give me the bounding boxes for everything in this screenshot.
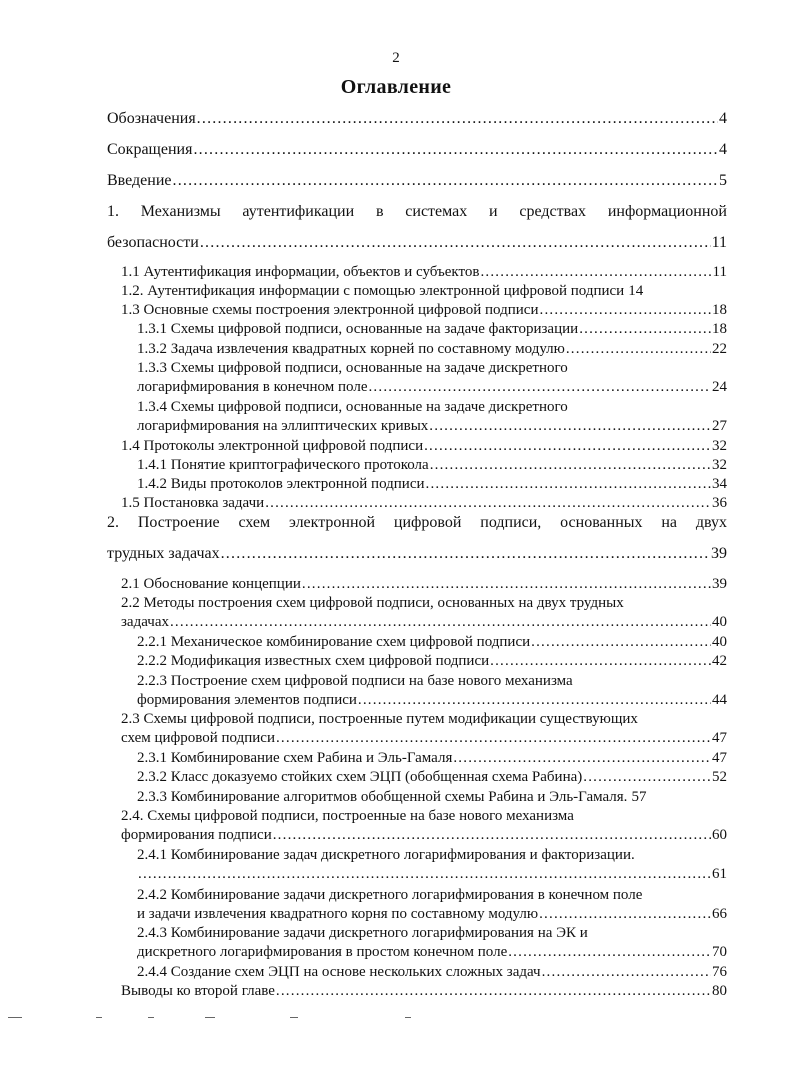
toc-entry[interactable]: 1.5 Постановка задачи ..... 36	[121, 494, 727, 513]
toc-entry[interactable]: Введение ..... 5	[107, 171, 727, 190]
page-number: 2	[392, 50, 400, 66]
toc-entry[interactable]: 2.3 Схемы цифровой подписи, построенные путем модификации существующих схем цифровой подписи ..... 47	[121, 710, 727, 748]
toc-entry[interactable]: 1.3 Основные схемы построения электронной цифровой подписи ..... 18	[121, 301, 727, 320]
toc-entry[interactable]: 1.4 Протоколы электронной цифровой подписи ..... 32	[121, 437, 727, 456]
toc-entry[interactable]: 1.3.2 Задача извлечения квадратных корней по составному модулю ..... 22	[137, 340, 727, 359]
toc-entry[interactable]: Сокращения ..... 4	[107, 140, 727, 159]
toc-entry[interactable]: 2.4.1 Комбинирование задач дискретного логарифмирования и факторизации. ..... 61	[137, 846, 727, 884]
toc-entry[interactable]: 2.3.2 Класс доказуемо стойких схем ЭЦП (обобщенная схема Рабина) ..... 52	[137, 768, 727, 787]
toc-entry[interactable]: 2.2.3 Построение схем цифровой подписи на базе нового механизма формирования элементов подписи ..... 44	[137, 672, 727, 710]
toc-entry[interactable]: 2. Построение схем электронной цифровой подписи, основанных на двух трудных задачах ..... 39	[107, 513, 727, 563]
toc-entry[interactable]: 2.4.2 Комбинирование задачи дискретного логарифмирования в конечном поле и задачи извлечения квадратного корня по составному модулю ..... 66	[137, 886, 727, 924]
scan-artifact-marks	[0, 1017, 792, 1023]
toc-entry[interactable]: 1. Механизмы аутентификации в системах и средствах информационной безопасности ..... 11	[107, 202, 727, 252]
page-title: Оглавление	[340, 76, 452, 98]
toc-entry[interactable]: 1.3.4 Схемы цифровой подписи, основанные на задаче дискретного логарифмирования на эллиптических кривых ..... 27	[137, 398, 727, 436]
toc-entry[interactable]: 2.2.2 Модификация известных схем цифровой подписи ..... 42	[137, 652, 727, 671]
toc-entry[interactable]: 1.4.2 Виды протоколов электронной подписи ..... 34	[137, 475, 727, 494]
toc-entry[interactable]: 1.4.1 Понятие криптографического протокола ..... 32	[137, 456, 727, 475]
toc-entry[interactable]: 1.1 Аутентификация информации, объектов и субъектов ..... 11	[121, 263, 727, 282]
toc-entry[interactable]: 1.3.3 Схемы цифровой подписи, основанные на задаче дискретного логарифмирования в конечном поле ..... 24	[137, 359, 727, 397]
toc-entry[interactable]: 2.4. Схемы цифровой подписи, построенные на базе нового механизма формирования подписи ..... 60	[121, 807, 727, 845]
toc-entry[interactable]: Обозначения ..... 4	[107, 109, 727, 128]
toc-entry[interactable]: 2.4.4 Создание схем ЭЦП на основе нескольких сложных задач ..... 76	[137, 963, 727, 982]
toc-entry[interactable]: 1.3.1 Схемы цифровой подписи, основанные на задаче факторизации ..... 18	[137, 320, 727, 339]
toc-entry[interactable]: Выводы ко второй главе ..... 80	[121, 982, 727, 1001]
toc-entry[interactable]: 2.3.1 Комбинирование схем Рабина и Эль-Гамаля ..... 47	[137, 749, 727, 768]
toc-entry[interactable]: 2.3.3 Комбинирование алгоритмов обобщенной схемы Рабина и Эль-Гамаля. 57	[137, 789, 647, 805]
toc-entry[interactable]: 2.1 Обоснование концепции ..... 39	[121, 575, 727, 594]
toc-entry[interactable]: 1.2. Аутентификация информации с помощью электронной цифровой подписи 14	[121, 283, 644, 299]
toc-entry[interactable]: 2.2 Методы построения схем цифровой подписи, основанных на двух трудных задачах ..... 40	[121, 594, 727, 632]
toc-entry[interactable]: 2.2.1 Механическое комбинирование схем цифровой подписи ..... 40	[137, 633, 727, 652]
toc-entry[interactable]: 2.4.3 Комбинирование задачи дискретного логарифмирования на ЭК и дискретного логарифмирования в простом конечном поле ..... 70	[137, 924, 727, 962]
